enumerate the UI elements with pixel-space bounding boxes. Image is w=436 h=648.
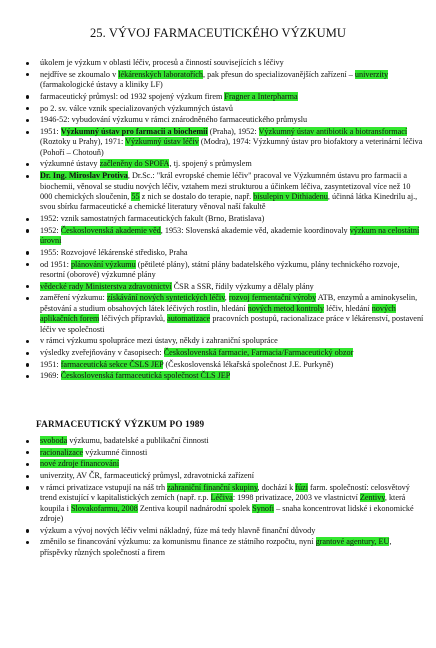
list-item [24, 436, 424, 446]
list-item [24, 159, 424, 169]
text-segment: změnilo se financování výzkumu: za komunismu finance ze státního rozpočtu, nyní [40, 537, 316, 547]
highlighted-text: zahraniční finanční skupiny [167, 482, 258, 492]
text-segment: Zentiva koupil nadnárodní spolek [137, 503, 253, 513]
highlighted-text: Československá akademie věd [60, 225, 161, 235]
highlighted-text: univerzity [354, 69, 389, 79]
text-segment: , která koupila i [40, 493, 406, 513]
text-segment: , pak přesun do specializovanějších zařízení – [203, 69, 355, 79]
text-segment: léčivých přípravků, [99, 314, 168, 324]
highlighted-text: Slovakofarmu, 2008 [70, 503, 138, 513]
text-segment: (Modra), 1974: Výzkumný ústav pro biofaktory a veterinární léčiva (Pohoří – Chotouň) [40, 137, 423, 157]
text-segment: pracovních postupů, racionalizace práce v lékárenství, postavení léčiv ve společnosti [40, 314, 424, 334]
text-segment: 1955: Rozvojové lékárenské středisko, Praha [40, 247, 188, 257]
list-item [24, 127, 424, 158]
text-segment: , Dr.Sc.: "král evropské chemie léčiv" pracoval ve Výzkumném ústavu pro farmacii a biochemii, věnoval se studiu nových léčiv, vztahem mezi strukturou a účinkem léčiva, zasyntetizoval více než 10 000 chemických sloučenin, [40, 171, 411, 201]
highlighted-text: farmaceutická sekce ČSLS JEP [60, 359, 164, 369]
text-segment: od 1951: [40, 259, 71, 269]
highlighted-text: plánování výzkumu [70, 259, 136, 269]
text-segment: , příspěvky různých společností a firem [40, 537, 392, 557]
highlighted-text: lékárenských laboratořích [118, 69, 204, 79]
list-item [24, 104, 424, 114]
text-segment: (Praha), 1952: [207, 126, 259, 136]
list-item [24, 459, 424, 469]
list-item [24, 537, 424, 558]
text-segment: (pětileté plány), státní plány badatelského výzkumu, plány technického rozvoje, resortní (oborové) výzkumné plány [40, 259, 400, 279]
list-item [24, 214, 424, 224]
text-segment: (Roztoky u Prahy), 1971: [40, 137, 126, 147]
text-segment: (farmakologické ústavy a kliniky LF) [40, 80, 163, 90]
list-item [24, 336, 424, 346]
text-segment: zaměření výzkumu: [40, 293, 107, 303]
highlighted-text: Československá farmacie, Farmacia/Farmaceutický obzor [163, 348, 354, 358]
section-subtitle: FARMACEUTICKÝ VÝZKUM PO 1989 [36, 419, 205, 429]
list-item [24, 115, 424, 125]
highlighted-text: racionalizace [40, 447, 84, 457]
highlighted-text: svoboda [40, 436, 68, 445]
list-item [24, 471, 424, 481]
highlighted-text: Dr. Ing. Miroslav Protiva [40, 171, 128, 181]
text-segment: výzkumné činnosti [83, 447, 148, 457]
text-segment: , [224, 293, 229, 303]
highlighted-text: 55 [131, 191, 140, 201]
highlighted-text: Synofi [252, 503, 275, 513]
text-segment: výzkum a vývoj nových léčiv velmi nákladný, fúze má tedy hlavně finanční důvody [40, 525, 316, 535]
text-segment: , 1953: Slovenská akademie věd, akademie koordinovaly [160, 225, 350, 235]
list-item [24, 293, 424, 335]
highlighted-text: bisulepin v Dithiadenu [253, 191, 328, 201]
highlighted-text: Zentivy [359, 493, 385, 503]
text-segment: 1951: [40, 359, 61, 369]
list-item [24, 483, 424, 525]
list-item [24, 248, 424, 258]
highlighted-text: Léčiva [210, 493, 233, 503]
highlighted-text: rozvoj fermentační výroby [228, 293, 317, 303]
highlighted-text: Fragner a Interpharma [224, 91, 298, 101]
text-segment: po 2. sv. válce vznik specializovaných výzkumných ústavů [40, 103, 233, 113]
list-item [24, 171, 424, 213]
highlighted-text: Československá farmaceutická společnost ČLS JEP [60, 371, 231, 381]
main-bullet-list [24, 58, 424, 383]
highlighted-text: grantové agentury, EU [315, 537, 390, 547]
highlighted-text: nové zdroje financování [40, 459, 120, 469]
text-segment: 1969: [40, 371, 61, 381]
post-1989-bullet-list [24, 436, 424, 560]
list-item [24, 526, 424, 536]
list-item [24, 360, 424, 370]
text-segment: léčiv, hledání [324, 303, 372, 313]
highlighted-text: vědecké rady Ministerstva zdravotnictví [40, 281, 172, 291]
list-item [24, 92, 424, 102]
text-segment: – snaha koncentrovat lidské i ekonomické zdroje) [40, 503, 414, 524]
highlighted-text: výzkum na celostátní úrovni [40, 225, 420, 246]
text-segment: , účinná látka Kinedrilu aj., svou sbírku farmaceutické a chemické literatury věnoval naší fakultě [40, 191, 418, 212]
text-segment: výzkumu, badatelské a publikační činnosti [67, 436, 209, 445]
text-segment: z nich se dostalo do terapie, např. [139, 191, 254, 201]
text-segment: , tj. spojený s průmyslem [169, 159, 252, 169]
highlighted-text: začleněny do SPOFA [99, 159, 170, 169]
list-item [24, 260, 424, 281]
list-item [24, 70, 424, 91]
list-item [24, 282, 424, 292]
text-segment: : 1998 privatizace, 2003 ve vlastnictví [232, 493, 360, 503]
text-segment: farm. společností: celosvětový trend existující v kapitalistických zemích (např. r.p. [40, 482, 410, 503]
list-item [24, 348, 424, 358]
text-segment: ČSR a SSR, řídily výzkumy a dělaly plány [171, 281, 314, 291]
highlighted-text: automatizace [167, 314, 211, 324]
text-segment: úkolem je výzkum v oblasti léčiv, procesů a činností souvisejících s léčivy [40, 58, 284, 67]
text-segment: ATB, enzymů a aminokyselin, pěstování a studium obsahových látek léčivých rostlin, hledání [40, 293, 418, 313]
text-segment: nejdříve se zkoumalo v [40, 69, 119, 79]
highlighted-text: nových aplikačních forem [40, 303, 396, 324]
text-segment: univerzity, AV ČR, farmaceutický průmysl, zdravotnická zařízení [40, 471, 255, 481]
highlighted-text: Výzkumný ústav antibiotik a biotransformací [258, 126, 408, 136]
text-segment: výsledky zveřejňovány v časopisech: [40, 348, 164, 358]
text-segment: farmaceutický průmysl: od 1932 spojený výzkum firem [40, 91, 225, 101]
text-segment: výzkumné ústavy [40, 159, 100, 169]
list-item [24, 371, 424, 381]
text-segment: v rámci privatizace vstupují na náš trh [40, 482, 168, 492]
highlighted-text: získávání nových syntetických léčiv [106, 293, 225, 303]
text-segment: 1952: [40, 225, 61, 235]
text-segment: , dochází k [257, 482, 296, 492]
text-segment: v rámci výzkumu spolupráce mezi ústavy, někdy i zahraniční spolupráce [40, 336, 278, 346]
text-segment: 1946-52: vybudování výzkumu v rámci znárodněného farmaceutického průmyslu [40, 115, 308, 125]
highlighted-text: Výzkumný ústav léčiv [125, 137, 199, 147]
list-item [24, 58, 424, 68]
list-item [24, 226, 424, 247]
text-segment: (Československá lékařská společnost J.E. Purkyně) [163, 359, 334, 369]
list-item [24, 448, 424, 458]
highlighted-text: fúzi [295, 482, 308, 492]
highlighted-text: Výzkumný ústav pro farmacii a biochemii [60, 126, 208, 136]
page-title: 25. VÝVOJ FARMACEUTICKÉHO VÝZKUMU [89, 26, 347, 40]
highlighted-text: nových metod kontroly [247, 303, 325, 313]
text-segment: 1951: [40, 126, 61, 136]
text-segment: 1952: vznik samostatných farmaceutických fakult (Brno, Bratislava) [40, 214, 265, 224]
